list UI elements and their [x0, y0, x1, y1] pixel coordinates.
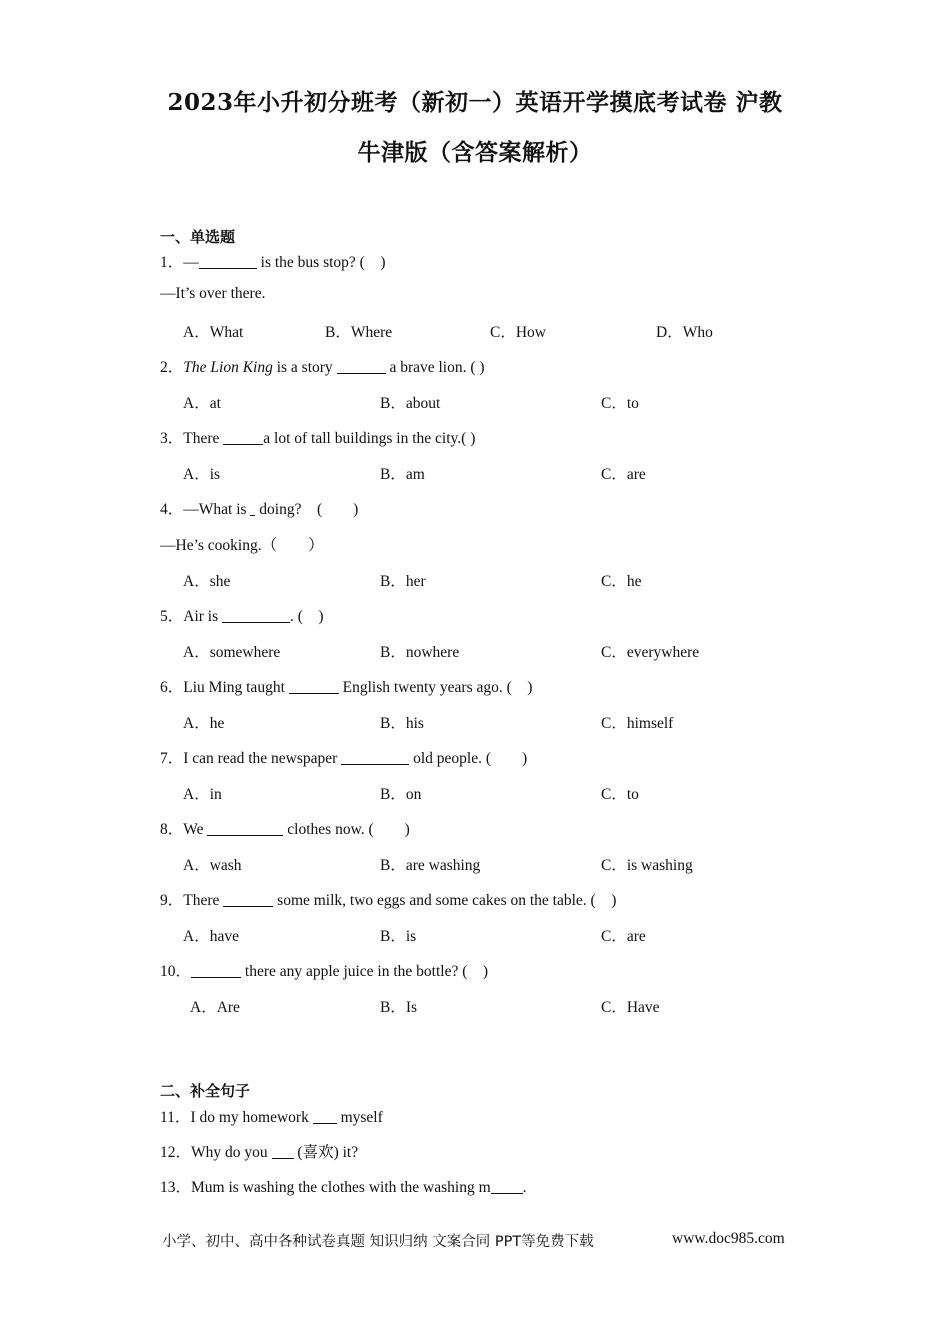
question-11: 11．I do my homework myself	[160, 1109, 383, 1126]
option-a[interactable]: A．she	[183, 573, 231, 590]
option-a[interactable]: A．at	[183, 395, 221, 412]
option-b[interactable]: B．his	[380, 715, 424, 732]
question-number: 11．	[160, 1109, 191, 1126]
section-heading-complete-sentences: 二、补全句子	[160, 1082, 251, 1100]
question-8: 8．We clothes now. ( )	[160, 821, 410, 838]
option-a[interactable]: A．is	[183, 466, 221, 483]
option-c[interactable]: C．everywhere	[601, 644, 700, 661]
document-title-line-1: 2023年小升初分班考（新初一）英语开学摸底考试卷 沪教	[167, 89, 783, 116]
question-2: 2．The Lion King is a story a brave lion. ( )	[160, 359, 485, 376]
question-6: 6．Liu Ming taught English twenty years ago. ( )	[160, 679, 533, 696]
option-b[interactable]: B．nowhere	[380, 644, 460, 661]
question-7: 7．I can read the newspaper old people. ( )	[160, 750, 528, 767]
option-b[interactable]: B．Where	[325, 324, 393, 341]
question-number: 12．	[160, 1144, 192, 1161]
question-9: 9．There some milk, two eggs and some cakes on the table. ( )	[160, 892, 617, 909]
question-number: 9．	[160, 892, 184, 909]
option-c[interactable]: C．to	[601, 786, 639, 803]
option-d[interactable]: D．Who	[656, 324, 713, 341]
question-5: 5．Air is . ( )	[160, 608, 324, 625]
option-a[interactable]: A．he	[183, 715, 225, 732]
option-b[interactable]: B．her	[380, 573, 426, 590]
option-a[interactable]: A．somewhere	[183, 644, 281, 661]
option-c[interactable]: C．he	[601, 573, 642, 590]
question-10: 10． there any apple juice in the bottle? ( )	[160, 963, 489, 980]
question-number: 4．	[160, 501, 184, 518]
question-number: 3．	[160, 430, 184, 447]
question-4-reply: —He’s cooking.（ ）	[160, 537, 324, 554]
document-title-line-2: 牛津版（含答案解析）	[357, 139, 593, 166]
answer-blank	[223, 429, 263, 446]
book-title: The Lion King	[183, 359, 273, 376]
question-4: 4．—What is doing? ( )	[160, 501, 359, 518]
option-b[interactable]: B．am	[380, 466, 425, 483]
option-c[interactable]: C．to	[601, 395, 639, 412]
answer-blank	[289, 678, 339, 695]
question-number: 10．	[160, 963, 192, 980]
question-13: 13．Mum is washing the clothes with the washing m .	[160, 1179, 527, 1196]
question-number: 5．	[160, 608, 184, 625]
option-b[interactable]: B．on	[380, 786, 422, 803]
option-b[interactable]: B．Is	[380, 999, 418, 1016]
answer-blank	[313, 1108, 337, 1125]
option-a[interactable]: A．in	[183, 786, 222, 803]
answer-blank	[341, 749, 409, 766]
option-a[interactable]: A．have	[183, 928, 239, 945]
section-heading-single-choice: 一、单选题	[160, 228, 236, 246]
question-number: 2．	[160, 359, 184, 376]
option-a[interactable]: A．Are	[190, 999, 240, 1016]
question-1-reply: —It’s over there.	[160, 285, 266, 302]
footer-promo-text: 小学、初中、高中各种试卷真题 知识归纳 文案合同 PPT等免费下载	[162, 1234, 594, 1250]
option-b[interactable]: B．is	[380, 928, 417, 945]
answer-blank	[223, 891, 273, 908]
answer-blank	[207, 820, 283, 837]
question-number: 1．	[160, 254, 184, 271]
question-1: 1．— is the bus stop? ( )	[160, 254, 386, 271]
answer-blank	[337, 358, 386, 375]
answer-blank	[222, 607, 290, 624]
answer-blank	[491, 1178, 523, 1195]
answer-blank	[199, 253, 257, 270]
option-c[interactable]: C．Have	[601, 999, 660, 1016]
option-c[interactable]: C．himself	[601, 715, 674, 732]
option-c[interactable]: C．are	[601, 466, 646, 483]
option-c[interactable]: C．is washing	[601, 857, 693, 874]
option-b[interactable]: B．about	[380, 395, 441, 412]
option-c[interactable]: C．How	[490, 324, 546, 341]
question-3: 3．There a lot of tall buildings in the city.( )	[160, 430, 476, 447]
answer-blank	[191, 962, 241, 979]
question-12: 12．Why do you (喜欢) it?	[160, 1144, 359, 1161]
footer-website-link[interactable]: www.doc985.com	[672, 1230, 785, 1247]
option-c[interactable]: C．are	[601, 928, 646, 945]
option-b[interactable]: B．are washing	[380, 857, 481, 874]
question-number: 13．	[160, 1179, 192, 1196]
question-number: 7．	[160, 750, 184, 767]
option-a[interactable]: A．What	[183, 324, 244, 341]
question-number: 6．	[160, 679, 184, 696]
answer-blank	[272, 1143, 294, 1160]
option-a[interactable]: A．wash	[183, 857, 242, 874]
question-number: 8．	[160, 821, 184, 838]
